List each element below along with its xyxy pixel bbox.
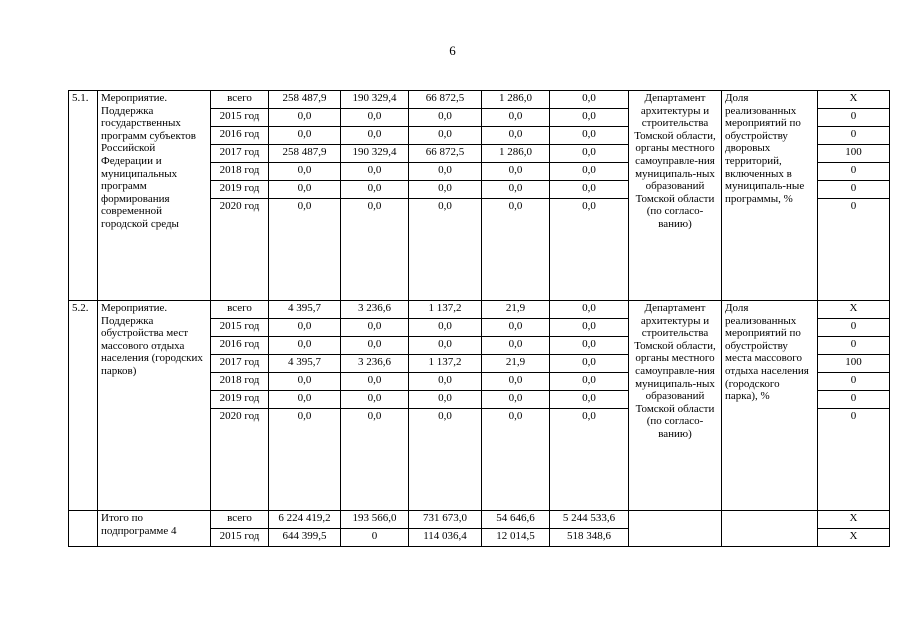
amount-cell-1: 0,0 (269, 127, 341, 145)
amount-cell-2: 3 236,6 (341, 301, 409, 319)
indicator-value: 0 (818, 337, 890, 355)
amount-cell-3: 1 137,2 (409, 355, 482, 373)
executor-cell: Департамент архитектуры и строительства Томской области, органы местного самоуправле-ния муниципаль-ных образований Томской области (по согласо-ванию) (629, 301, 722, 511)
amount-cell-1: 4 395,7 (269, 355, 341, 373)
amount-cell-1: 0,0 (269, 163, 341, 181)
amount-cell-2: 0,0 (341, 181, 409, 199)
amount-cell-4: 0,0 (482, 337, 550, 355)
indicator-cell: Доля реализованных мероприятий по обустройству места массового отдыха населения (городского парка), % (722, 301, 818, 511)
budget-table (68, 90, 890, 547)
amount-cell-1: 6 224 419,2 (269, 511, 341, 529)
amount-cell-1: 0,0 (269, 373, 341, 391)
amount-cell-5: 0,0 (550, 319, 629, 337)
indicator-value: 0 (818, 181, 890, 199)
indicator-value: 0 (818, 163, 890, 181)
year-cell: 2020 год (211, 409, 269, 511)
total-indicator-cell (722, 511, 818, 547)
year-cell: 2019 год (211, 181, 269, 199)
amount-cell-1: 258 487,9 (269, 145, 341, 163)
amount-cell-4: 1 286,0 (482, 145, 550, 163)
year-cell: 2017 год (211, 145, 269, 163)
amount-cell-4: 0,0 (482, 391, 550, 409)
year-cell: 2020 год (211, 199, 269, 301)
amount-cell-3: 114 036,4 (409, 529, 482, 547)
year-cell: 2015 год (211, 109, 269, 127)
page-number: 6 (449, 43, 456, 58)
section-description: Мероприятие. Поддержка обустройства мест массового отдыха населения (городских парков) (98, 301, 211, 511)
indicator-cell: Доля реализованных мероприятий по обустройству дворовых территорий, включенных в муниципаль-ные программы, % (722, 91, 818, 301)
amount-cell-1: 0,0 (269, 181, 341, 199)
amount-cell-5: 0,0 (550, 409, 629, 511)
amount-cell-5: 0,0 (550, 91, 629, 109)
amount-cell-2: 0,0 (341, 163, 409, 181)
year-cell: 2019 год (211, 391, 269, 409)
indicator-value: X (818, 91, 890, 109)
year-cell: 2018 год (211, 163, 269, 181)
amount-cell-3: 0,0 (409, 163, 482, 181)
amount-cell-5: 0,0 (550, 301, 629, 319)
amount-cell-4: 21,9 (482, 301, 550, 319)
indicator-value: 0 (818, 319, 890, 337)
year-cell: 2015 год (211, 319, 269, 337)
amount-cell-1: 4 395,7 (269, 301, 341, 319)
year-cell: всего (211, 91, 269, 109)
amount-cell-1: 0,0 (269, 391, 341, 409)
amount-cell-4: 0,0 (482, 181, 550, 199)
amount-cell-5: 0,0 (550, 109, 629, 127)
total-executor-cell (629, 511, 722, 547)
amount-cell-1: 0,0 (269, 319, 341, 337)
amount-cell-3: 0,0 (409, 391, 482, 409)
amount-cell-4: 0,0 (482, 319, 550, 337)
indicator-value: 0 (818, 127, 890, 145)
amount-cell-5: 0,0 (550, 355, 629, 373)
amount-cell-2: 190 329,4 (341, 145, 409, 163)
amount-cell-3: 66 872,5 (409, 145, 482, 163)
executor-cell: Департамент архитектуры и строительства Томской области, органы местного самоуправле-ния муниципаль-ных образований Томской области (по согласо-ванию) (629, 91, 722, 301)
amount-cell-5: 0,0 (550, 337, 629, 355)
amount-cell-2: 0,0 (341, 127, 409, 145)
indicator-value: 0 (818, 109, 890, 127)
amount-cell-1: 644 399,5 (269, 529, 341, 547)
amount-cell-2: 193 566,0 (341, 511, 409, 529)
year-cell: 2015 год (211, 529, 269, 547)
table-row (69, 301, 890, 319)
indicator-value: X (818, 529, 890, 547)
amount-cell-1: 0,0 (269, 109, 341, 127)
amount-cell-3: 0,0 (409, 373, 482, 391)
indicator-value: 100 (818, 355, 890, 373)
year-cell: 2016 год (211, 337, 269, 355)
section-description: Мероприятие. Поддержка государственных программ субъектов Российской Федерации и муниципальных программ формирования современной городской среды (98, 91, 211, 301)
amount-cell-2: 0,0 (341, 373, 409, 391)
amount-cell-2: 0,0 (341, 319, 409, 337)
amount-cell-4: 54 646,6 (482, 511, 550, 529)
amount-cell-4: 0,0 (482, 409, 550, 511)
amount-cell-3: 0,0 (409, 127, 482, 145)
year-cell: всего (211, 511, 269, 529)
amount-cell-5: 0,0 (550, 181, 629, 199)
table-row (69, 91, 890, 109)
amount-cell-3: 1 137,2 (409, 301, 482, 319)
amount-cell-5: 0,0 (550, 145, 629, 163)
amount-cell-3: 0,0 (409, 181, 482, 199)
amount-cell-5: 0,0 (550, 127, 629, 145)
amount-cell-4: 1 286,0 (482, 91, 550, 109)
amount-cell-4: 21,9 (482, 355, 550, 373)
amount-cell-4: 12 014,5 (482, 529, 550, 547)
amount-cell-3: 0,0 (409, 199, 482, 301)
total-row (69, 511, 890, 529)
amount-cell-3: 0,0 (409, 319, 482, 337)
indicator-value: X (818, 301, 890, 319)
amount-cell-2: 190 329,4 (341, 91, 409, 109)
year-cell: 2018 год (211, 373, 269, 391)
amount-cell-5: 518 348,6 (550, 529, 629, 547)
section-number: 5.2. (69, 301, 98, 511)
amount-cell-4: 0,0 (482, 127, 550, 145)
year-cell: 2016 год (211, 127, 269, 145)
amount-cell-4: 0,0 (482, 373, 550, 391)
amount-cell-3: 731 673,0 (409, 511, 482, 529)
amount-cell-2: 0,0 (341, 199, 409, 301)
amount-cell-1: 0,0 (269, 199, 341, 301)
amount-cell-2: 0 (341, 529, 409, 547)
amount-cell-2: 0,0 (341, 337, 409, 355)
amount-cell-5: 0,0 (550, 373, 629, 391)
year-cell: всего (211, 301, 269, 319)
indicator-value: 0 (818, 391, 890, 409)
amount-cell-5: 0,0 (550, 391, 629, 409)
amount-cell-2: 0,0 (341, 409, 409, 511)
amount-cell-4: 0,0 (482, 109, 550, 127)
amount-cell-3: 0,0 (409, 337, 482, 355)
amount-cell-2: 3 236,6 (341, 355, 409, 373)
total-number-cell (69, 511, 98, 547)
indicator-value: 0 (818, 409, 890, 511)
amount-cell-1: 0,0 (269, 337, 341, 355)
amount-cell-3: 66 872,5 (409, 91, 482, 109)
amount-cell-5: 0,0 (550, 163, 629, 181)
indicator-value: 0 (818, 199, 890, 301)
indicator-value: 0 (818, 373, 890, 391)
amount-cell-4: 0,0 (482, 163, 550, 181)
indicator-value: 100 (818, 145, 890, 163)
indicator-value: X (818, 511, 890, 529)
section-number: 5.1. (69, 91, 98, 301)
amount-cell-1: 0,0 (269, 409, 341, 511)
amount-cell-4: 0,0 (482, 199, 550, 301)
total-label: Итого по подпрограмме 4 (98, 511, 211, 547)
amount-cell-2: 0,0 (341, 109, 409, 127)
year-cell: 2017 год (211, 355, 269, 373)
amount-cell-3: 0,0 (409, 409, 482, 511)
amount-cell-5: 5 244 533,6 (550, 511, 629, 529)
amount-cell-3: 0,0 (409, 109, 482, 127)
amount-cell-5: 0,0 (550, 199, 629, 301)
amount-cell-1: 258 487,9 (269, 91, 341, 109)
amount-cell-2: 0,0 (341, 391, 409, 409)
